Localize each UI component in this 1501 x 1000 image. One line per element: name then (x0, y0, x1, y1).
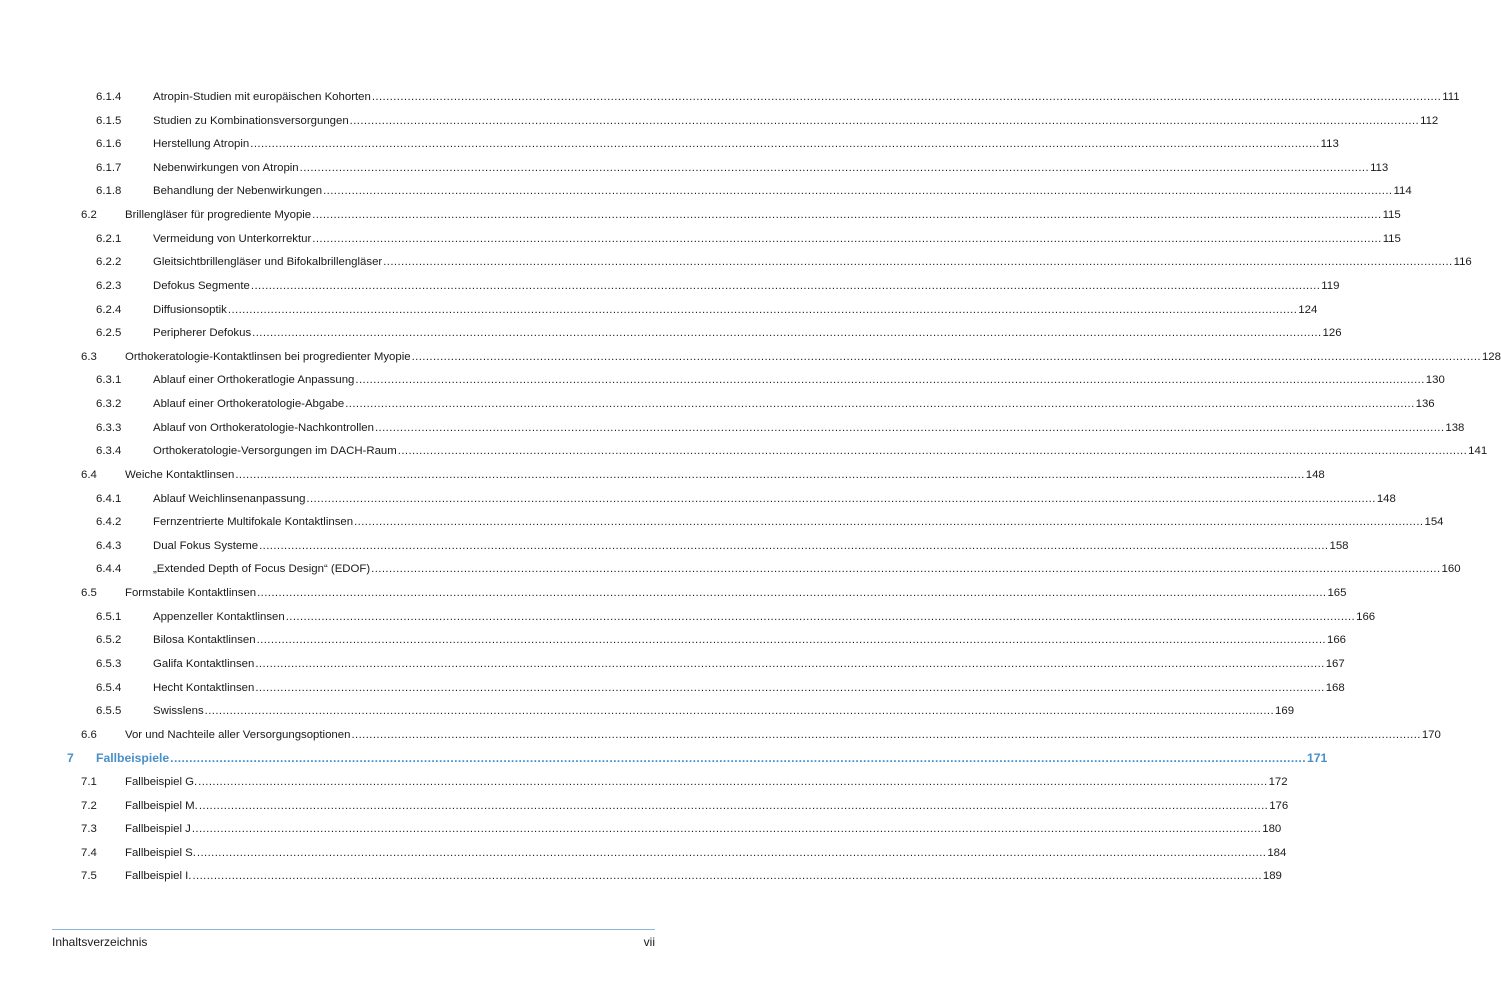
toc-entry-page: 189 (1262, 870, 1282, 883)
footer-page-number: vii (643, 935, 655, 949)
toc-entry-body (153, 560, 1461, 578)
toc-entry-page: 160 (1441, 563, 1461, 576)
toc-entry-number: 6.4 (81, 468, 97, 481)
toc-entry-number: 6.3 (81, 350, 97, 363)
toc-entry-number: 6.5.3 (96, 657, 122, 670)
toc-entry[interactable] (0, 206, 1401, 224)
toc-entry-title: Herstellung Atropin (153, 138, 250, 151)
toc-dot-leader: ............................................................................................................................................................................................................................................................................................................ (397, 445, 1468, 458)
toc-entry-page: 111 (1442, 91, 1460, 103)
toc-dot-leader: ............................................................................................................................................................................................................................................................................................................ (371, 91, 1442, 103)
toc-entry-page: 148 (1305, 468, 1325, 481)
toc-entry-page: 116 (1453, 256, 1472, 269)
toc-entry-title: „Extended Depth of Focus Design“ (EDOF) (153, 563, 371, 576)
toc-entry-title: Atropin-Studien mit europäischen Kohorten (153, 91, 371, 103)
toc-entry-number: 7.5 (81, 870, 97, 883)
toc-entry-body (153, 301, 1318, 319)
toc-entry[interactable] (0, 631, 1346, 649)
toc-entry-number: 6.1.8 (96, 185, 122, 198)
toc-entry[interactable] (0, 324, 1342, 342)
toc-entry-title: Bilosa Kontaktlinsen (153, 634, 256, 647)
toc-dot-leader: ............................................................................................................................................................................................................................................................................................................ (312, 209, 1382, 222)
toc-entry[interactable] (0, 182, 1412, 200)
toc-entry-title: Brillengläser für progrediente Myopie (125, 209, 312, 222)
toc-dot-leader: ............................................................................................................................................................................................................................................................................................................ (312, 232, 1382, 245)
toc-entry-body (153, 230, 1401, 248)
toc-entry-title: Studien zu Kombinationsversorgungen (153, 114, 349, 127)
toc-dot-leader: ............................................................................................................................................................................................................................................................................................................ (198, 799, 1269, 812)
toc-entry-page: 115 (1382, 209, 1401, 222)
toc-dot-leader: ............................................................................................................................................................................................................................................................................................................ (285, 610, 1356, 623)
toc-entry-body (153, 395, 1435, 413)
toc-entry-page: 113 (1370, 161, 1389, 174)
toc-entry-body (153, 702, 1295, 720)
toc-dot-leader: ............................................................................................................................................................................................................................................................................................................ (371, 563, 1441, 576)
toc-entry[interactable] (0, 277, 1340, 295)
toc-entry[interactable] (0, 844, 1287, 862)
toc-entry-number: 6.5.2 (96, 634, 122, 647)
toc-entry[interactable] (0, 584, 1347, 602)
toc-entry-title: Ablauf einer Orthokeratlogie Anpassung (153, 374, 355, 387)
toc-entry-number: 6.4.3 (96, 539, 122, 552)
toc-entry-page: 166 (1356, 610, 1376, 623)
toc-dot-leader: ............................................................................................................................................................................................................................................................................................................ (355, 374, 1425, 387)
toc-entry-body (153, 419, 1465, 437)
toc-entry-body (125, 867, 1282, 885)
toc-entry-page: 184 (1267, 846, 1287, 859)
toc-dot-leader: ............................................................................................................................................................................................................................................................................................................ (191, 823, 1262, 836)
toc-entry-number: 7.1 (81, 775, 97, 788)
toc-entry-body (153, 537, 1349, 555)
toc-entry-title: Fallbeispiel M. (125, 799, 198, 812)
toc-entry-number: 6.4.2 (96, 516, 122, 529)
toc-entry-body (153, 88, 1460, 106)
toc-entry-number: 6.1.7 (96, 161, 122, 174)
toc-entry-number: 6.5.4 (96, 681, 122, 694)
toc-entry-page: 180 (1262, 823, 1282, 836)
toc-entry-page: 112 (1420, 114, 1439, 127)
toc-entry-title: Fallbeispiel J (125, 823, 191, 836)
toc-entry[interactable] (0, 820, 1282, 838)
toc-entry-title: Fallbeispiel G. (125, 775, 198, 788)
toc-entry-page: 170 (1421, 728, 1441, 741)
toc-entry-title: Swisslens (153, 705, 204, 718)
toc-entry[interactable] (0, 88, 1460, 106)
toc-entry-page: 172 (1268, 775, 1288, 788)
toc-entry[interactable] (0, 348, 1501, 366)
toc-entry[interactable] (0, 749, 1328, 767)
toc-dot-leader: ............................................................................................................................................................................................................................................................................................................ (250, 138, 1320, 151)
toc-entry-number: 6.5.5 (96, 705, 122, 718)
toc-entry-page: 138 (1445, 421, 1465, 434)
toc-entry-number: 6.5 (81, 587, 97, 600)
toc-entry-body (125, 844, 1287, 862)
toc-entry[interactable] (0, 490, 1396, 508)
toc-entry-title: Fallbeispiel S. (125, 846, 196, 859)
toc-entry-page: 124 (1298, 303, 1318, 316)
toc-dot-leader: ............................................................................................................................................................................................................................................................................................................ (227, 303, 1298, 316)
toc-entry[interactable] (0, 301, 1318, 319)
toc-entry-body (153, 608, 1376, 626)
toc-entry-body (153, 371, 1445, 389)
toc-entry[interactable] (0, 867, 1282, 885)
toc-dot-leader: ............................................................................................................................................................................................................................................................................................................ (349, 114, 1420, 127)
toc-entry-number: 6.4.4 (96, 563, 122, 576)
toc-dot-leader: ............................................................................................................................................................................................................................................................................................................ (259, 539, 1329, 552)
toc-entry[interactable] (0, 560, 1461, 578)
toc-entry-body (125, 348, 1501, 366)
toc-dot-leader: ............................................................................................................................................................................................................................................................................................................ (250, 279, 1321, 292)
toc-entry-body (153, 277, 1340, 295)
toc-entry-title: Fallbeispiele (96, 751, 170, 766)
toc-entry-body (153, 442, 1488, 460)
toc-entry-title: Orthokeratologie-Versorgungen im DACH-Raum (153, 445, 397, 458)
toc-entry[interactable] (0, 442, 1488, 460)
toc-entry[interactable] (0, 537, 1349, 555)
toc-entry[interactable] (0, 371, 1445, 389)
toc-entry-number: 7 (67, 751, 74, 766)
toc-entry-body (153, 490, 1396, 508)
toc-entry-page: 158 (1329, 539, 1349, 552)
toc-dot-leader: ............................................................................................................................................................................................................................................................................................................ (252, 327, 1322, 340)
toc-dot-leader: ............................................................................................................................................................................................................................................................................................................ (351, 728, 1421, 741)
toc-entry[interactable] (0, 773, 1288, 791)
toc-dot-leader: ............................................................................................................................................................................................................................................................................................................ (256, 634, 1326, 647)
toc-entry-body (153, 631, 1346, 649)
toc-dot-leader: ............................................................................................................................................................................................................................................................................................................ (345, 398, 1415, 411)
toc-entry-number: 7.4 (81, 846, 97, 859)
toc-dot-leader: ............................................................................................................................................................................................................................................................................................................ (323, 185, 1393, 198)
toc-entry-number: 6.2.1 (96, 232, 122, 245)
toc-entry-body (153, 655, 1345, 673)
toc-entry-number: 6.2.2 (96, 256, 122, 269)
toc-dot-leader: ............................................................................................................................................................................................................................................................................................................ (198, 775, 1268, 788)
toc-entry-page: 169 (1275, 705, 1295, 718)
toc-entry-title: Gleitsichtbrillengläser und Bifokalbrillengläser (153, 256, 383, 269)
toc-entry-body (125, 584, 1347, 602)
toc-entry-number: 7.3 (81, 823, 97, 836)
toc-entry-number: 6.3.3 (96, 421, 122, 434)
toc-dot-leader: ............................................................................................................................................................................................................................................................................................................ (299, 161, 1370, 174)
toc-entry-page: 119 (1321, 279, 1340, 292)
toc-entry-page: 166 (1326, 634, 1346, 647)
toc-entry-number: 6.2 (81, 209, 97, 222)
toc-entry-page: 167 (1325, 657, 1345, 670)
toc-entry-page: 176 (1269, 799, 1289, 812)
toc-entry-page: 141 (1468, 445, 1488, 458)
toc-entry-page: 128 (1481, 350, 1501, 363)
toc-entry-number: 6.1.6 (96, 138, 122, 151)
toc-entry-title: Nebenwirkungen von Atropin (153, 161, 299, 174)
toc-entry-title: Ablauf einer Orthokeratologie-Abgabe (153, 398, 345, 411)
toc-entry-body (153, 324, 1342, 342)
toc-entry-title: Orthokeratologie-Kontaktlinsen bei progredienter Myopie (125, 350, 411, 363)
toc-entry-number: 6.5.1 (96, 610, 122, 623)
toc-dot-leader: ............................................................................................................................................................................................................................................................................................................ (257, 587, 1327, 600)
toc-entry[interactable] (0, 419, 1465, 437)
footer-rule (52, 929, 655, 930)
toc-entry-title: Ablauf Weichlinsenanpassung (153, 492, 306, 505)
toc-entry[interactable] (0, 655, 1345, 673)
toc-entry-page: 130 (1425, 374, 1445, 387)
toc-entry-body (125, 773, 1288, 791)
toc-entry[interactable] (0, 466, 1325, 484)
toc-entry-number: 6.1.5 (96, 114, 122, 127)
toc-entry-page: 165 (1327, 587, 1347, 600)
toc-entry-body (153, 253, 1472, 271)
toc-entry[interactable] (0, 253, 1472, 271)
toc-entry[interactable] (0, 230, 1401, 248)
toc-entry-title: Dual Fokus Systeme (153, 539, 259, 552)
toc-entry-body (153, 159, 1389, 177)
toc-entry[interactable] (0, 702, 1295, 720)
toc-entry-title: Defokus Segmente (153, 279, 250, 292)
toc-dot-leader: ............................................................................................................................................................................................................................................................................................................ (196, 846, 1267, 859)
toc-entry-body (125, 797, 1289, 815)
toc-entry-title: Hecht Kontaktlinsen (153, 681, 255, 694)
toc-entry[interactable] (0, 679, 1345, 697)
footer-section-title: Inhaltsverzeichnis (52, 935, 148, 949)
toc-entry-body (153, 135, 1339, 153)
toc-entry-title: Behandlung der Nebenwirkungen (153, 185, 323, 198)
toc-entry-title: Ablauf von Orthokeratologie-Nachkontrollen (153, 421, 374, 434)
toc-dot-leader: ............................................................................................................................................................................................................................................................................................................ (204, 705, 1275, 718)
toc-entry[interactable] (0, 726, 1441, 744)
toc-dot-leader: ............................................................................................................................................................................................................................................................................................................ (255, 681, 1325, 694)
toc-entry-body (96, 749, 1328, 767)
toc-entry[interactable] (0, 112, 1439, 130)
toc-entry-body (125, 466, 1325, 484)
toc-entry-body (125, 206, 1401, 224)
toc-entry-number: 7.2 (81, 799, 97, 812)
toc-entry-title: Diffusionsoptik (153, 303, 227, 316)
toc-entry-title: Vermeidung von Unterkorrektur (153, 232, 312, 245)
toc-entry[interactable] (0, 135, 1339, 153)
toc-entry-body (153, 513, 1444, 531)
toc-entry[interactable] (0, 513, 1444, 531)
toc-entry-title: Peripherer Defokus (153, 327, 252, 340)
toc-entry-page: 114 (1393, 185, 1412, 198)
toc-entry-body (125, 820, 1282, 838)
toc-entry-number: 6.3.2 (96, 398, 122, 411)
toc-entry-title: Fernzentrierte Multifokale Kontaktlinsen (153, 516, 354, 529)
toc-entry[interactable] (0, 395, 1435, 413)
toc-entry-title: Appenzeller Kontaktlinsen (153, 610, 285, 623)
toc-dot-leader: ............................................................................................................................................................................................................................................................................................................ (235, 468, 1305, 481)
toc-entry-title: Galifa Kontaktlinsen (153, 657, 255, 670)
toc-dot-leader: ............................................................................................................................................................................................................................................................................................................ (170, 751, 1306, 766)
toc-entry-page: 126 (1322, 327, 1342, 340)
toc-entry[interactable] (0, 608, 1376, 626)
toc-entry-number: 6.3.4 (96, 445, 122, 458)
toc-entry-number: 6.6 (81, 728, 97, 741)
toc-entry[interactable] (0, 159, 1389, 177)
toc-entry-number: 6.3.1 (96, 374, 122, 387)
toc-entry-body (125, 726, 1441, 744)
toc-entry-body (153, 112, 1439, 130)
toc-entry-page: 113 (1320, 138, 1339, 151)
toc-entry-title: Vor und Nachteile aller Versorgungsoptionen (125, 728, 351, 741)
toc-entry[interactable] (0, 797, 1289, 815)
toc-entry-number: 6.4.1 (96, 492, 122, 505)
toc-entry-number: 6.1.4 (96, 91, 122, 103)
toc-entry-number: 6.2.5 (96, 327, 122, 340)
toc-entry-page: 115 (1382, 232, 1401, 245)
toc-entry-title: Fallbeispiel I. (125, 870, 192, 883)
toc-entry-page: 136 (1415, 398, 1435, 411)
toc-dot-leader: ............................................................................................................................................................................................................................................................................................................ (374, 421, 1445, 434)
toc-dot-leader: ............................................................................................................................................................................................................................................................................................................ (255, 657, 1325, 670)
toc-entry-body (153, 182, 1412, 200)
toc-dot-leader: ............................................................................................................................................................................................................................................................................................................ (306, 492, 1376, 505)
toc-entry-title: Formstabile Kontaktlinsen (125, 587, 257, 600)
toc-entry-number: 6.2.4 (96, 303, 122, 316)
toc-dot-leader: ............................................................................................................................................................................................................................................................................................................ (411, 350, 1481, 363)
toc-dot-leader: ............................................................................................................................................................................................................................................................................................................ (192, 870, 1262, 883)
toc-entry-page: 154 (1424, 516, 1444, 529)
toc-entry-page: 148 (1376, 492, 1396, 505)
toc-entry-title: Weiche Kontaktlinsen (125, 468, 235, 481)
toc-entry-number: 6.2.3 (96, 279, 122, 292)
toc-entry-body (153, 679, 1345, 697)
toc-dot-leader: ............................................................................................................................................................................................................................................................................................................ (354, 516, 1424, 529)
toc-dot-leader: ............................................................................................................................................................................................................................................................................................................ (383, 256, 1453, 269)
toc-entry-page: 171 (1306, 751, 1328, 766)
toc-entry-page: 168 (1325, 681, 1345, 694)
